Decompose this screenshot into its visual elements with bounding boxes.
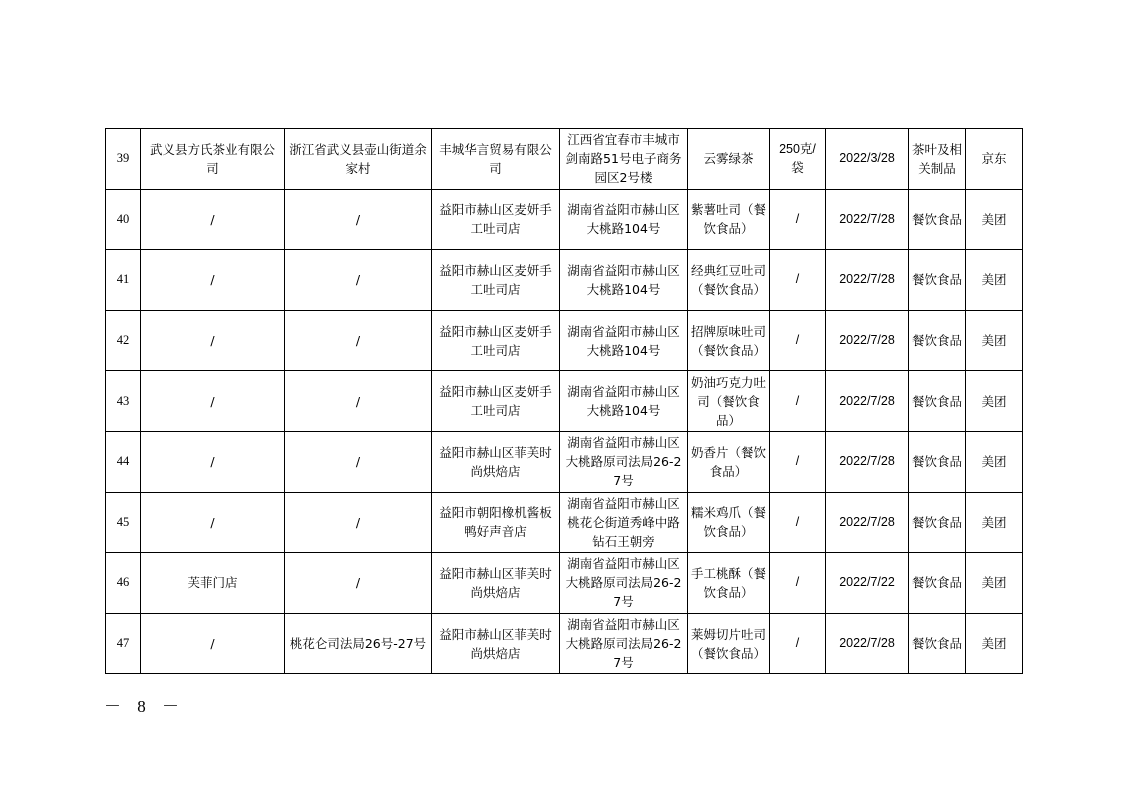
seller-address-cell: 湖南省益阳市赫山区大桃路原司法局26-27号 bbox=[560, 553, 688, 614]
producer-address-cell: 桃花仑司法局26号-27号 bbox=[285, 613, 432, 674]
table-body bbox=[106, 129, 1023, 674]
product-name-cell: 手工桃酥（餐饮食品） bbox=[688, 553, 770, 614]
production-date-cell: 2022/7/28 bbox=[826, 371, 909, 432]
table-row bbox=[106, 371, 1023, 432]
seller-address-cell: 湖南省益阳市赫山区大桃路原司法局26-27号 bbox=[560, 431, 688, 492]
product-spec-cell: 250克/袋 bbox=[770, 129, 826, 190]
product-spec-cell: / bbox=[770, 310, 826, 371]
sales-platform-cell: 美团 bbox=[966, 431, 1023, 492]
producer-name-cell: / bbox=[141, 371, 285, 432]
seller-name-cell: 丰城华言贸易有限公司 bbox=[432, 129, 560, 190]
producer-name-cell: / bbox=[141, 250, 285, 311]
table-row bbox=[106, 129, 1023, 190]
seller-address-cell: 湖南省益阳市赫山区大桃路104号 bbox=[560, 310, 688, 371]
sales-platform-cell: 美团 bbox=[966, 492, 1023, 553]
production-date-cell: 2022/7/28 bbox=[826, 310, 909, 371]
production-date-cell: 2022/7/28 bbox=[826, 492, 909, 553]
producer-address-cell: / bbox=[285, 553, 432, 614]
table-row bbox=[106, 310, 1023, 371]
table-row bbox=[106, 492, 1023, 553]
seller-address-cell: 江西省宜春市丰城市剑南路51号电子商务园区2号楼 bbox=[560, 129, 688, 190]
product-spec-cell: / bbox=[770, 189, 826, 250]
row-number-cell: 46 bbox=[106, 553, 141, 614]
row-number-cell: 47 bbox=[106, 613, 141, 674]
table-row bbox=[106, 431, 1023, 492]
food-category-cell: 茶叶及相关制品 bbox=[909, 129, 966, 190]
sales-platform-cell: 美团 bbox=[966, 189, 1023, 250]
producer-address-cell: 浙江省武义县壶山街道余家村 bbox=[285, 129, 432, 190]
seller-name-cell: 益阳市赫山区菲芙时尚烘焙店 bbox=[432, 431, 560, 492]
producer-name-cell: / bbox=[141, 310, 285, 371]
food-category-cell: 餐饮食品 bbox=[909, 310, 966, 371]
production-date-cell: 2022/7/28 bbox=[826, 613, 909, 674]
producer-address-cell: / bbox=[285, 250, 432, 311]
product-spec-cell: / bbox=[770, 613, 826, 674]
seller-address-cell: 湖南省益阳市赫山区大桃路原司法局26-27号 bbox=[560, 613, 688, 674]
food-category-cell: 餐饮食品 bbox=[909, 613, 966, 674]
producer-name-cell: / bbox=[141, 613, 285, 674]
food-category-cell: 餐饮食品 bbox=[909, 250, 966, 311]
seller-name-cell: 益阳市朝阳橡机酱板鸭好声音店 bbox=[432, 492, 560, 553]
seller-address-cell: 湖南省益阳市赫山区大桃路104号 bbox=[560, 371, 688, 432]
sales-platform-cell: 美团 bbox=[966, 553, 1023, 614]
seller-address-cell: 湖南省益阳市赫山区桃花仑街道秀峰中路钻石王朝旁 bbox=[560, 492, 688, 553]
producer-name-cell: 武义县方氏茶业有限公司 bbox=[141, 129, 285, 190]
sales-platform-cell: 美团 bbox=[966, 250, 1023, 311]
production-date-cell: 2022/3/28 bbox=[826, 129, 909, 190]
seller-name-cell: 益阳市赫山区菲芙时尚烘焙店 bbox=[432, 553, 560, 614]
producer-address-cell: / bbox=[285, 371, 432, 432]
seller-name-cell: 益阳市赫山区麦妍手工吐司店 bbox=[432, 189, 560, 250]
production-date-cell: 2022/7/28 bbox=[826, 250, 909, 311]
table-row bbox=[106, 250, 1023, 311]
product-name-cell: 莱姆切片吐司（餐饮食品） bbox=[688, 613, 770, 674]
table-row bbox=[106, 189, 1023, 250]
product-name-cell: 糯米鸡爪（餐饮食品） bbox=[688, 492, 770, 553]
seller-name-cell: 益阳市赫山区麦妍手工吐司店 bbox=[432, 250, 560, 311]
food-category-cell: 餐饮食品 bbox=[909, 553, 966, 614]
food-category-cell: 餐饮食品 bbox=[909, 371, 966, 432]
product-name-cell: 招牌原味吐司（餐饮食品） bbox=[688, 310, 770, 371]
producer-address-cell: / bbox=[285, 492, 432, 553]
sales-platform-cell: 京东 bbox=[966, 129, 1023, 190]
row-number-cell: 42 bbox=[106, 310, 141, 371]
product-name-cell: 奶香片（餐饮食品） bbox=[688, 431, 770, 492]
seller-name-cell: 益阳市赫山区菲芙时尚烘焙店 bbox=[432, 613, 560, 674]
product-spec-cell: / bbox=[770, 553, 826, 614]
product-spec-cell: / bbox=[770, 492, 826, 553]
producer-name-cell: / bbox=[141, 492, 285, 553]
sampling-results-table bbox=[105, 128, 1023, 674]
row-number-cell: 43 bbox=[106, 371, 141, 432]
product-name-cell: 云雾绿茶 bbox=[688, 129, 770, 190]
page-number: － 8 － bbox=[104, 697, 185, 716]
table-row bbox=[106, 613, 1023, 674]
producer-address-cell: / bbox=[285, 189, 432, 250]
product-name-cell: 紫薯吐司（餐饮食品） bbox=[688, 189, 770, 250]
sales-platform-cell: 美团 bbox=[966, 310, 1023, 371]
producer-name-cell: / bbox=[141, 189, 285, 250]
row-number-cell: 39 bbox=[106, 129, 141, 190]
producer-name-cell: / bbox=[141, 431, 285, 492]
sales-platform-cell: 美团 bbox=[966, 613, 1023, 674]
sales-platform-cell: 美团 bbox=[966, 371, 1023, 432]
product-name-cell: 奶油巧克力吐司（餐饮食品） bbox=[688, 371, 770, 432]
food-category-cell: 餐饮食品 bbox=[909, 431, 966, 492]
production-date-cell: 2022/7/28 bbox=[826, 189, 909, 250]
product-spec-cell: / bbox=[770, 431, 826, 492]
seller-address-cell: 湖南省益阳市赫山区大桃路104号 bbox=[560, 250, 688, 311]
food-category-cell: 餐饮食品 bbox=[909, 189, 966, 250]
seller-name-cell: 益阳市赫山区麦妍手工吐司店 bbox=[432, 310, 560, 371]
production-date-cell: 2022/7/22 bbox=[826, 553, 909, 614]
product-spec-cell: / bbox=[770, 371, 826, 432]
production-date-cell: 2022/7/28 bbox=[826, 431, 909, 492]
producer-address-cell: / bbox=[285, 431, 432, 492]
row-number-cell: 44 bbox=[106, 431, 141, 492]
producer-address-cell: / bbox=[285, 310, 432, 371]
product-name-cell: 经典红豆吐司（餐饮食品） bbox=[688, 250, 770, 311]
row-number-cell: 45 bbox=[106, 492, 141, 553]
product-spec-cell: / bbox=[770, 250, 826, 311]
seller-address-cell: 湖南省益阳市赫山区大桃路104号 bbox=[560, 189, 688, 250]
producer-name-cell: 芙菲门店 bbox=[141, 553, 285, 614]
row-number-cell: 40 bbox=[106, 189, 141, 250]
row-number-cell: 41 bbox=[106, 250, 141, 311]
food-category-cell: 餐饮食品 bbox=[909, 492, 966, 553]
table-row bbox=[106, 553, 1023, 614]
seller-name-cell: 益阳市赫山区麦妍手工吐司店 bbox=[432, 371, 560, 432]
